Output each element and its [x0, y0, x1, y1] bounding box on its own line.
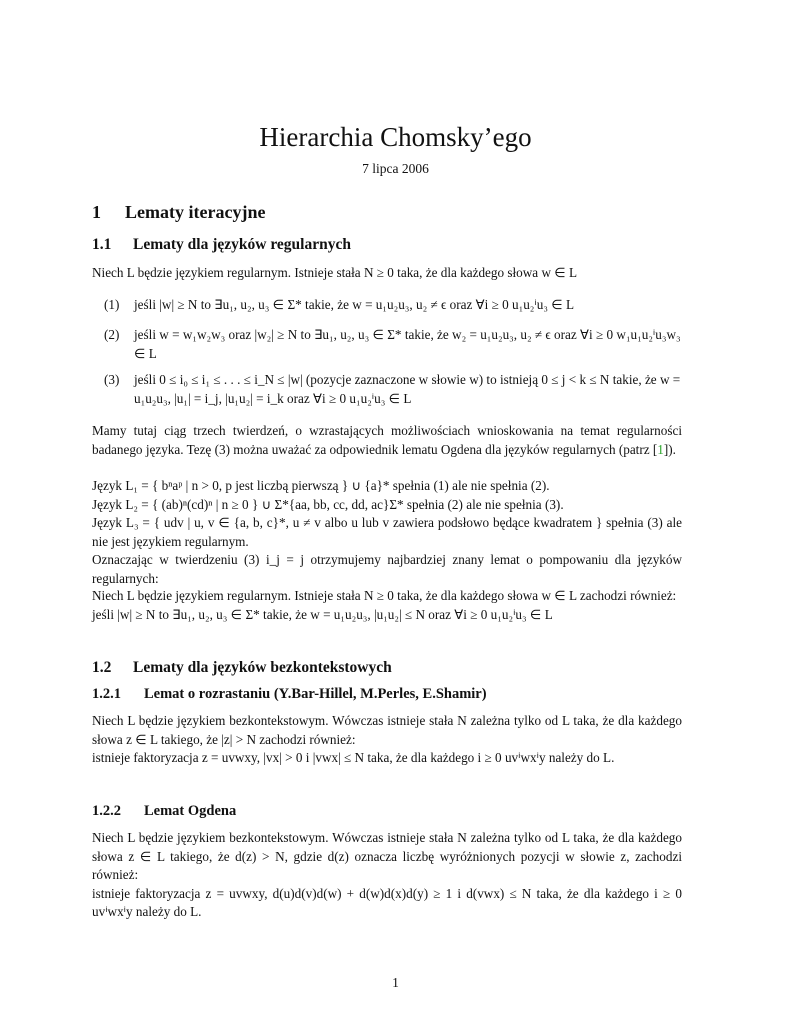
page-number: 1 [392, 975, 399, 990]
lemma-factorization: istnieje faktoryzacja z = uvwxy, |vx| > 0 i |vwx| ≤ N taka, że dla każdego i ≥ 0 uvⁱwxⁱy należy do L. [92, 750, 615, 765]
section-heading-1 [92, 202, 265, 223]
subsubsection-title: Lemat o rozrastaniu (Y.Bar-Hillel, M.Perles, E.Shamir) [144, 686, 487, 702]
item-label: (3) [104, 372, 120, 387]
subsection-heading-1-1 [92, 236, 351, 254]
ogden-statement: Niech L będzie językiem bezkontekstowym. Wówczas istnieje stała N zależna tylko od L taka, że dla każdego słowa z ∈ L takiego, że d(z) > N, gdzie d(z) oznacza liczbę wyróżnionych pozycji w słowie z, zachodzi również: [92, 830, 682, 882]
subsection-title: Lematy dla języków bezkontekstowych [133, 659, 392, 676]
language-l3-line: Język L₃ = { udv | u, v ∈ {a, b, c}*, u ≠ v albo u lub v zawiera podsłowo będące kwadratem } spełnia (3) ale nie jest językiem regularnym. [92, 515, 682, 549]
subsection-heading-1-2 [92, 659, 392, 677]
paragraph-1-2-2 [92, 829, 682, 922]
subsection-number: 1.2 [92, 659, 112, 676]
item-text: jeśli 0 ≤ i₀ ≤ i₁ ≤ . . . ≤ i_N ≤ |w| (pozycje zaznaczone w słowie w) to istnieją 0 ≤ j < k ≤ N takie, że w = u₁u₂u₃, |u₁| = i_j, |u₁u₂| = i_k oraz ∀i ≥ 0 u₁u₂ⁱu₃ ∈ L [134, 372, 681, 406]
subsubsection-number: 1.2.2 [92, 803, 121, 819]
discussion-text-end: ]). [663, 441, 676, 457]
section-title: Lematy iteracyjne [125, 202, 266, 222]
subsubsection-heading-1-2-2 [92, 803, 236, 820]
paper-title: Hierarchia Chomsky’ego [259, 122, 532, 152]
lemma-item-1 [104, 296, 682, 315]
item-label: (2) [104, 327, 120, 342]
language-l1-line: Język L₁ = { bⁿaᵖ | n > 0, p jest liczbą pierwszą } ∪ {a}* spełnia (1) ale nie spełnia (2). [92, 478, 550, 493]
language-l2-line: Język L₂ = { (ab)ⁿ(cd)ⁿ | n ≥ 0 } ∪ Σ*{aa, bb, cc, dd, ac}Σ* spełnia (2) ale nie spełnia (3). [92, 496, 564, 512]
subsubsection-title: Lemat Ogdena [144, 803, 237, 819]
subsection-number: 1.1 [92, 236, 112, 253]
paragraph-1-2-1 [92, 712, 682, 768]
citation-link[interactable]: 1 [657, 441, 664, 457]
lemma-statement: Niech L będzie językiem bezkontekstowym. Wówczas istnieje stała N zależna tylko od L taka, że dla każdego słowa z ∈ L takiego, że |z| > N zachodzi również: [92, 713, 682, 747]
pumping-statement: Niech L będzie językiem regularnym. Istnieje stała N ≥ 0 taka, że dla każdego słowa w ∈ L zachodzi również: [92, 588, 677, 603]
item-label: (1) [104, 297, 120, 312]
pumping-lemma-regular [92, 587, 682, 624]
pumping-condition: jeśli |w| ≥ N to ∃u₁, u₂, u₃ ∈ Σ* takie, że w = u₁u₂u₃, |u₁u₂| ≤ N oraz ∀i ≥ 0 u₁u₂ⁱu₃ ∈ L [92, 606, 553, 622]
subsection-title: Lematy dla języków regularnych [133, 236, 351, 253]
discussion-paragraph [92, 422, 682, 459]
language-examples [92, 477, 682, 588]
paper-date: 7 lipca 2006 [362, 161, 429, 176]
lemma-item-2 [104, 326, 682, 363]
item-text: jeśli w = w₁w₂w₃ oraz |w₂| ≥ N to ∃u₁, u₂, u₃ ∈ Σ* takie, że w₂ = u₁u₂u₃, u₂ ≠ ϵ oraz ∀i ≥ 0 w₁u₁u₂ⁱu₃w₃ ∈ L [134, 327, 681, 361]
subsubsection-number: 1.2.1 [92, 686, 121, 702]
subsubsection-heading-1-2-1 [92, 686, 487, 703]
intro-paragraph: Niech L będzie językiem regularnym. Istnieje stała N ≥ 0 taka, że dla każdego słowa w ∈ L [92, 265, 578, 280]
section-number: 1 [92, 202, 101, 222]
lemma-item-3 [104, 371, 682, 408]
discussion-text: Mamy tutaj ciąg trzech twierdzeń, o wzrastających możliwościach wnioskowania na temat regularności badanego języka. Tezę (3) można uważać za odpowiednik lematu Ogdena dla języków regularnych (patrz [ [92, 423, 682, 457]
ogden-factorization: istnieje faktoryzacja z = uvwxy, d(u)d(v)d(w) + d(w)d(x)d(y) ≥ 1 i d(vwx) ≤ N taka, że dla każdego i ≥ 0 uvⁱwxⁱy należy do L. [92, 885, 682, 919]
item-text: jeśli |w| ≥ N to ∃u₁, u₂, u₃ ∈ Σ* takie, że w = u₁u₂u₃, u₂ ≠ ϵ oraz ∀i ≥ 0 u₁u₂ⁱu₃ ∈ L [134, 297, 575, 312]
notation-line: Oznaczając w twierdzeniu (3) i_j = j otrzymujemy najbardziej znany lemat o pompowaniu dla języków regularnych: [92, 552, 682, 586]
